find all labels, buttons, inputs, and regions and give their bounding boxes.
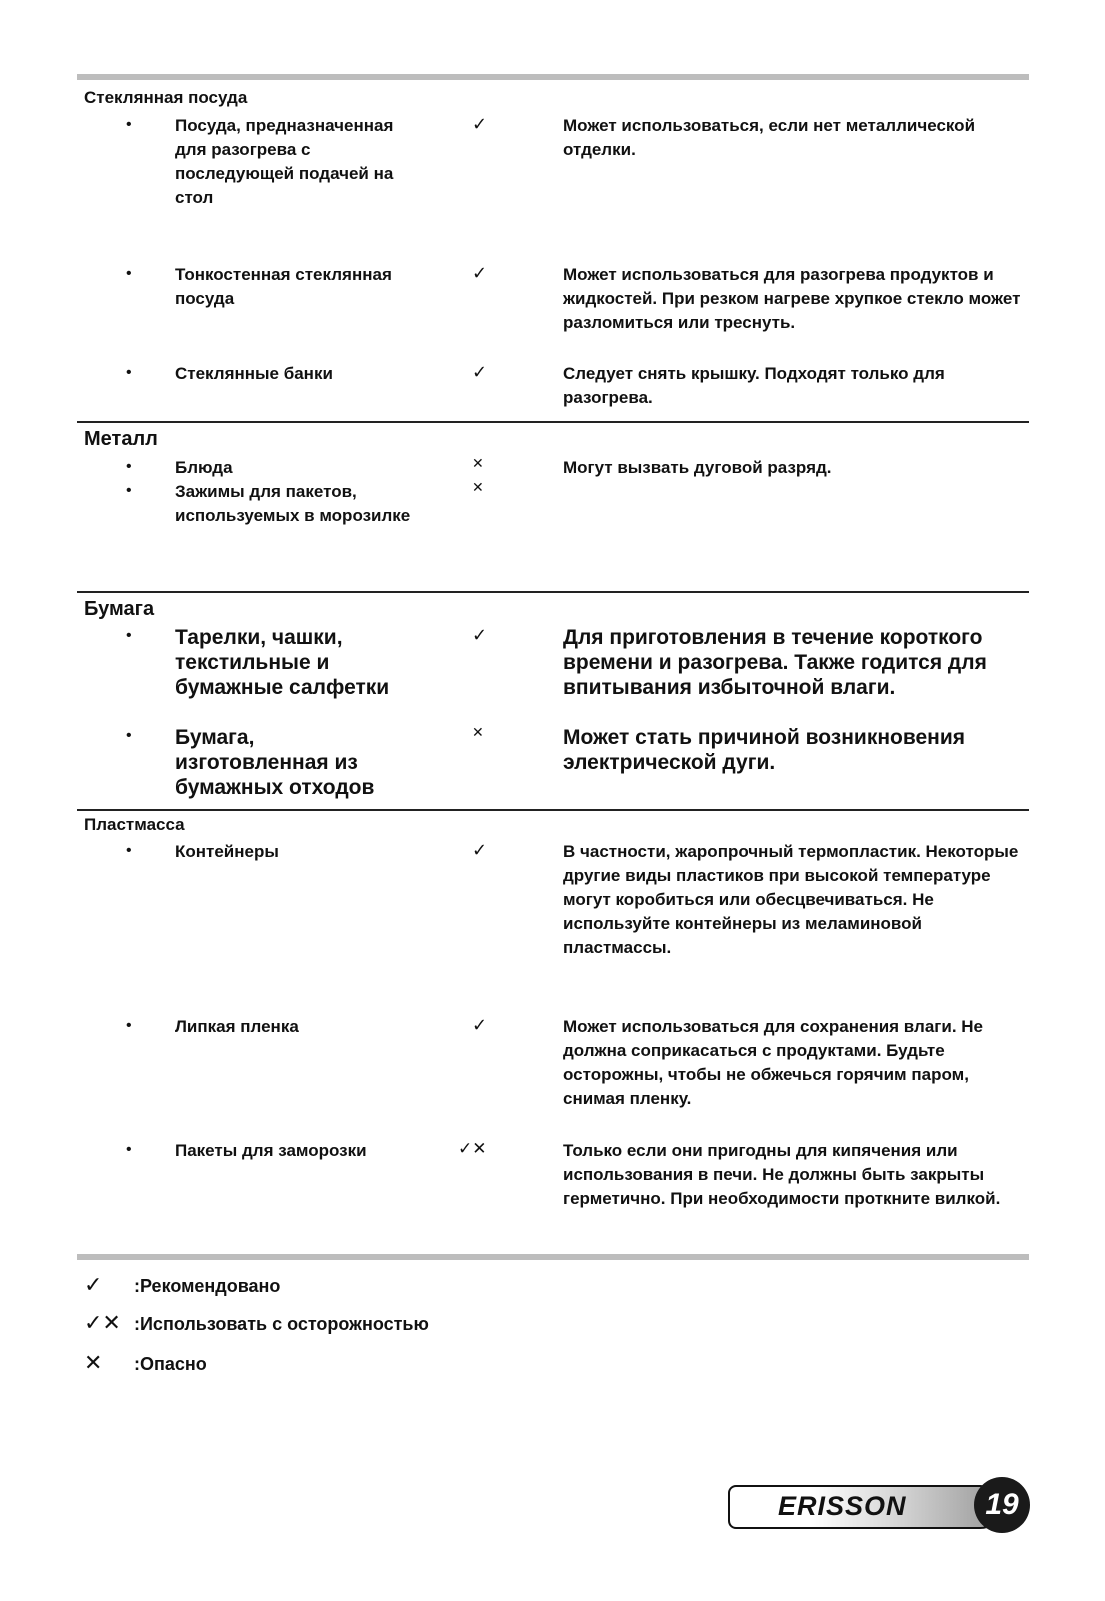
bullet: • [126, 727, 132, 744]
item-name: Бумага, изготовленная из бумажных отходов [175, 726, 375, 799]
bullet: • [126, 1141, 132, 1158]
bullet: • [126, 265, 132, 282]
section-heading: Металл [84, 428, 158, 450]
cross-icon: ✕ [472, 456, 484, 472]
section-divider [77, 591, 1029, 593]
item-name: Блюда [175, 458, 233, 477]
item-name: Зажимы для пакетов, используемых в морозилке [175, 482, 411, 525]
bullet: • [126, 1017, 132, 1034]
brand-footer [728, 1475, 1033, 1539]
item-name: Тарелки, чашки, текстильные и бумажные салфетки [175, 626, 390, 699]
check-icon: ✓ [472, 114, 488, 135]
top-rule [77, 74, 1029, 80]
section-divider [77, 421, 1029, 423]
item-name: Посуда, предназначенная для разогрева с последующей подачей на стол [175, 116, 394, 207]
bullet: • [126, 842, 132, 859]
check-cross-icon: ✓✕ [84, 1311, 121, 1336]
bullet: • [126, 116, 132, 133]
item-note: Может использоваться, если нет металлической отделки. [563, 116, 976, 159]
check-icon: ✓ [472, 625, 488, 646]
item-note: В частности, жаропрочный термопластик. Некоторые другие виды пластиков при высокой температуре могут коробиться или обесцвечиваться. Не используйте контейнеры из меламиновой пластмассы. [563, 842, 1019, 957]
item-note: Могут вызвать дуговой разряд. [563, 458, 832, 477]
section-divider [77, 809, 1029, 811]
page-number: 19 [974, 1477, 1030, 1533]
legend-label: :Использовать с осторожностью [134, 1314, 429, 1334]
item-note: Может использоваться для разогрева продуктов и жидкостей. При резком нагреве хрупкое стекло может разломиться или треснуть. [563, 265, 1021, 332]
section-heading: Стеклянная посуда [84, 88, 248, 107]
item-note: Может стать причиной возникновения электрической дуги. [563, 726, 966, 774]
check-icon: ✓ [472, 263, 488, 284]
check-cross-icon: ✓✕ [458, 1139, 487, 1159]
item-name: Липкая пленка [175, 1017, 299, 1036]
item-note: Может использоваться для сохранения влаги. Не должна соприкасаться с продуктами. Будьте осторожны, чтобы не обжечься горячим паром, снимая пленку. [563, 1017, 983, 1108]
bullet: • [126, 458, 132, 475]
bullet: • [126, 364, 132, 381]
check-icon: ✓ [472, 362, 488, 383]
brand-logo: ERISSON [778, 1491, 907, 1521]
section-heading: Бумага [84, 598, 155, 620]
item-note: Следует снять крышку. Подходят только для разогрева. [563, 364, 945, 407]
item-note: Для приготовления в течение короткого времени и разогрева. Также годится для впитывания избыточной влаги. [563, 626, 987, 699]
legend-label: :Рекомендовано [134, 1276, 281, 1296]
bullet: • [126, 627, 132, 644]
cross-icon: ✕ [84, 1351, 103, 1376]
check-icon: ✓ [472, 1015, 488, 1036]
item-name: Стеклянные банки [175, 364, 333, 383]
item-name: Пакеты для заморозки [175, 1141, 367, 1160]
legend-label: :Опасно [134, 1354, 207, 1374]
bottom-rule [77, 1254, 1029, 1260]
item-name: Контейнеры [175, 842, 279, 861]
item-note: Только если они пригодны для кипячения или использования в печи. Не должны быть закрыты герметично. При необходимости проткните вилкой. [563, 1141, 1001, 1208]
check-icon: ✓ [84, 1273, 103, 1298]
bullet: • [126, 482, 132, 499]
section-heading: Пластмасса [84, 815, 185, 834]
item-name: Тонкостенная стеклянная посуда [175, 265, 392, 308]
check-icon: ✓ [472, 840, 488, 861]
cross-icon: ✕ [472, 725, 484, 741]
cross-icon: ✕ [472, 480, 484, 496]
